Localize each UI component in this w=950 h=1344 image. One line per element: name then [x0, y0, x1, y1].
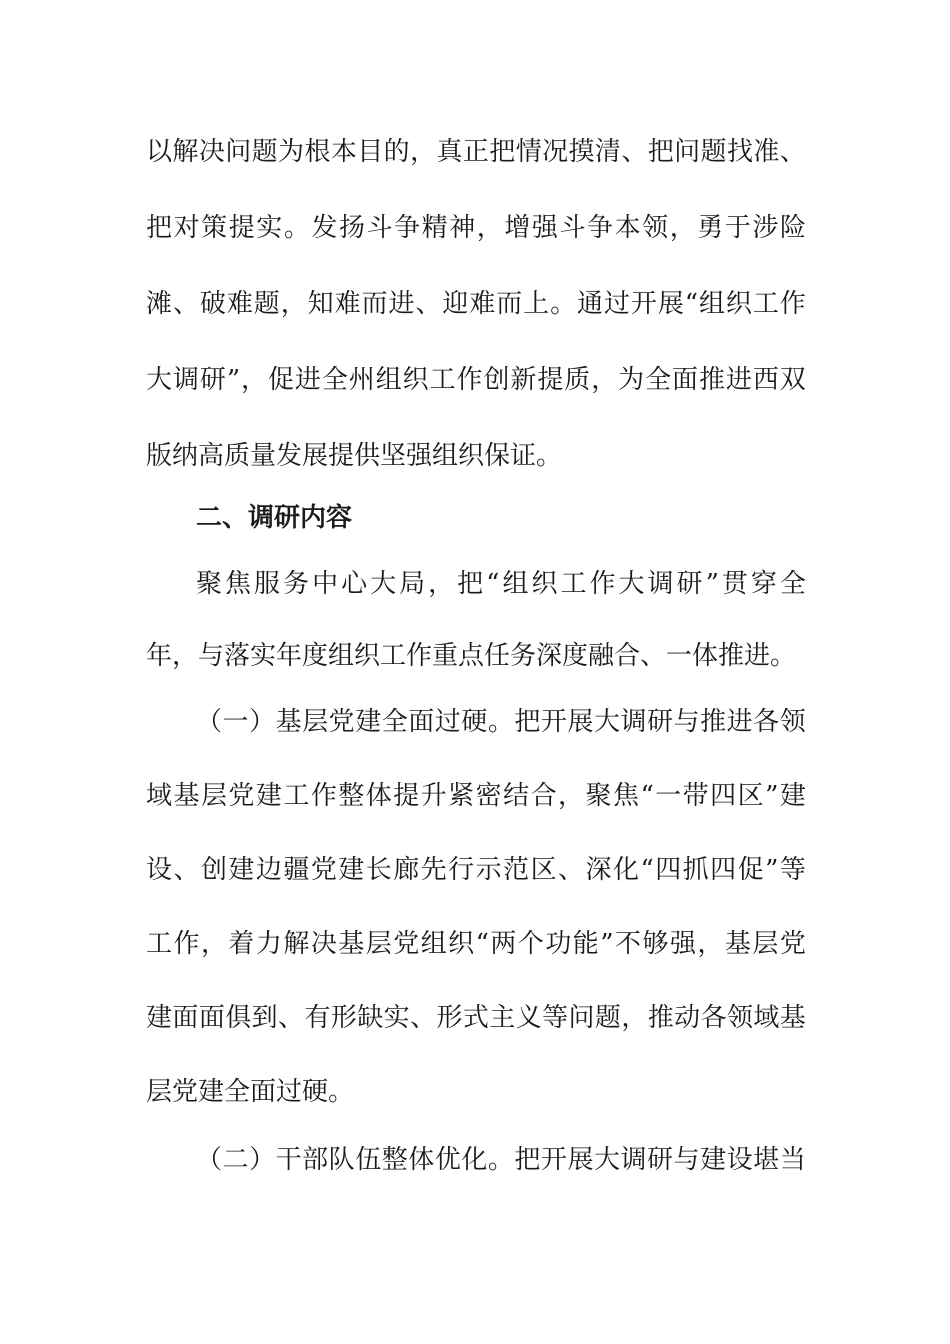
text-line: 设 、 创 建 边 疆 党 建 长 廊 先 行 示 范 区 、 深 化 “ 四 抓 四 促 ” 等: [146, 855, 806, 885]
text-line: 大 调 研 ” ， 促 进 全 州 组 织 工 作 创 新 提 质 ， 为 全 面 推 进 西 双: [146, 365, 806, 395]
text-line: 工 作 ， 着 力 解 决 基 层 党 组 织 “ 两 个 功 能 ” 不 够 强 ， 基 层 党: [146, 929, 806, 959]
text-line: 年，与落实年度组织工作重点任务深度融合、一体推进。: [146, 641, 797, 671]
text-line: 建 面 面 俱 到 、 有 形 缺 实 、 形 式 主 义 等 问 题 ， 推 动 各 领 域 基: [146, 1003, 806, 1033]
text-line: 以 解 决 问 题 为 根 本 目 的 ， 真 正 把 情 况 摸 清 、 把 问 题 找 准 、: [146, 137, 806, 167]
text-line: 版纳高质量发展提供坚强组织保证。: [146, 441, 563, 471]
text-line: 聚 焦 服 务 中 心 大 局 ， 把 “ 组 织 工 作 大 调 研 ” 贯 穿 全: [196, 569, 806, 599]
text-line: （ 二 ） 干 部 队 伍 整 体 优 化 。 把 开 展 大 调 研 与 建 设 堪 当: [196, 1145, 806, 1175]
text-line: 域 基 层 党 建 工 作 整 体 提 升 紧 密 结 合 ， 聚 焦 “ 一 带 四 区 ” 建: [146, 781, 806, 811]
text-line: 把 对 策 提 实 。 发 扬 斗 争 精 神 ， 增 强 斗 争 本 领 ， 勇 于 涉 险: [146, 213, 806, 243]
section-heading: 二、调研内容: [196, 503, 353, 533]
text-line: 滩 、 破 难 题 ， 知 难 而 进 、 迎 难 而 上 。 通 过 开 展 “ 组 织 工 作: [146, 289, 806, 319]
text-line: 层党建全面过硬。: [146, 1077, 355, 1107]
text-line: （ 一 ） 基 层 党 建 全 面 过 硬 。 把 开 展 大 调 研 与 推 进 各 领: [196, 707, 806, 737]
